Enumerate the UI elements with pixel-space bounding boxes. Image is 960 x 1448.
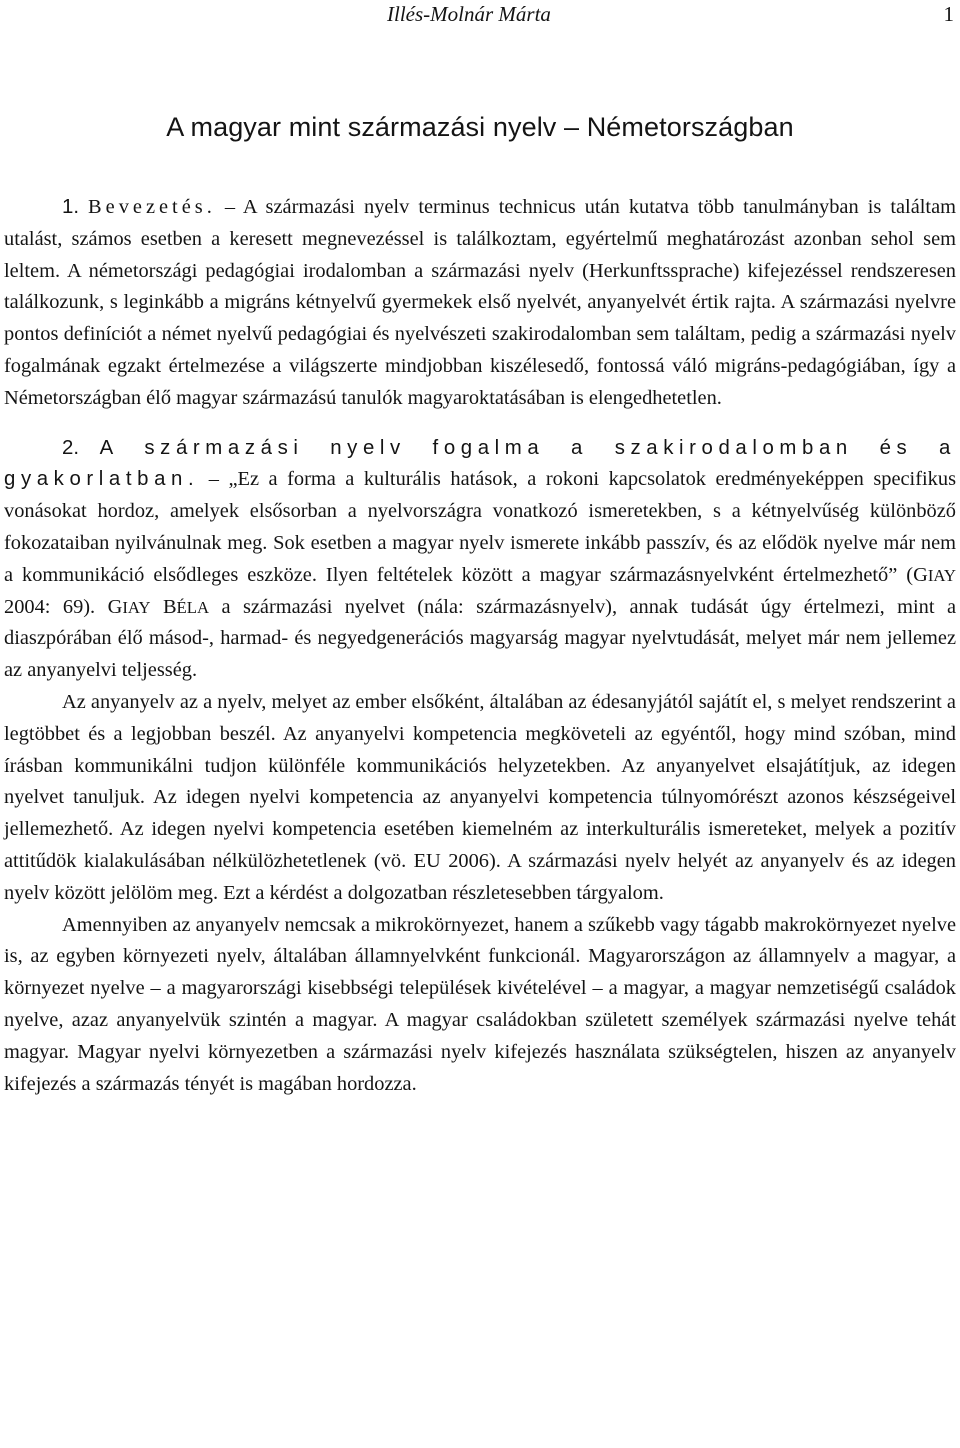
section-1-text: – A származási nyelv terminus technicus után kutatva több tanulmányban is találtam utalást, számos esetben a keresett megnevezéssel is találkoztam, egyértelmű meghatározást azonban sehol sem leltem. A németországi pedagógiai irodalomban a származási nyelv (Herkunftssprache) kifejezéssel rendszeresen találkozunk, s leginkább a migráns kétnyelvű gyermekek első nyelvét, anyanyelvét értik rajta. A származási nyelvre pontos definíciót a német nyelvű pedagógiai és nyelvészeti szakirodalomban sem találtam, pedig a származási nyelv fogalmának egzakt értelmezése a világszerte mindjobban kiszélesedő, fontossá váló migráns-pedagógiában, így a Németországban élő magyar származású tanulók magyaroktatásában is elengedhetetlen.: [4, 196, 956, 409]
paragraph-mother-tongue: Az anyanyelv az a nyelv, melyet az ember elsőként, általában az édesanyjától sajátít el, s melyet rendszerint a legtöbbet és a legjobban beszél. Az anyanyelvi kompetencia megköveteli az egyéntől, hogy mind szóban, mind írásban kommunikálni tudjon különféle kommunikációs helyzetekben. Az anyanyelvet elsajátítjuk, az idegen nyelvet tanuljuk. Az idegen nyelvi kompetencia az anyanyelvi kompetencia túlnyomórészt azonos készségeivel jellemezhető. Az idegen nyelvi kompetencia esetében kiemelném az interkulturális ismereteket, melyek a pozitív attitűdök kialakulásában nélkülözhetetlenek (vö. EU 2006). A származási nyelv helyét az anyanyelv és az idegen nyelv között jelölöm meg. Ezt a kérdést a dolgozatban részletesebben tárgyalom.: [4, 690, 956, 904]
author-surname-initial: G: [107, 595, 123, 618]
section-1-paragraph: [4, 192, 956, 415]
section-2-text-after-name: a származási nyelvet (nála: származásnyelv), annak tudását úgy értelmezi, mint a diaszpórában élő másod-, harmad- és negyedgenerációs magyarság magyar nyelvtudását, melyet már nem jellemez az anyanyelvi teljesség.: [4, 595, 957, 682]
running-header-author: Illés-Molnár Márta: [387, 2, 551, 26]
article-body: [4, 192, 956, 1100]
section-2-number: 2.: [62, 436, 80, 459]
section-2-heading: A származási nyelv fogalma a szakirodalomban és a gyakorlatban.: [4, 436, 956, 491]
section-2-paragraph: [4, 433, 956, 687]
article-title: A magyar mint származási nyelv – Németországban: [166, 112, 794, 142]
running-header: [0, 2, 960, 30]
author-name-space: [151, 596, 163, 618]
citation-author-initial: G: [913, 563, 928, 586]
author-given-rest: ÉLA: [176, 597, 210, 617]
citation-year-page: 2004: 69).: [4, 595, 108, 618]
section-2-text-before-citation: – „Ez a forma a kulturális hatások, a rokoni kapcsolatok eredményeképpen specifikus vonásokat hordoz, amelyek elsősorban a nyelvországra vonatkozó ismeretekben, s a kétnyelvűség különböző fokozataiban nyilvánulnak meg. Sok esetben a magyar nyelv ismerete inkább passzív, és az elődök nyelve már nem a kommunikáció elsődleges eszköze. Ilyen feltételek között a magyar származásnyelvként értelmezhető” (: [4, 468, 956, 586]
section-1-number: 1.: [62, 196, 80, 218]
paragraph-environment-language: Amennyiben az anyanyelv nemcsak a mikrokörnyezet, hanem a szűkebb vagy tágabb makrokörnyezet nyelve is, az egyben környezeti nyelv, általában államnyelvként funkcionál. Magyarországon az államnyelv a magyar, a környezet nyelve – a magyarországi kisebbségi települések kivételével – a magyar, a magyar nemzetiségű családok nyelve, azaz anyanyelvük szintén a magyar. A magyar családokban született személyek származási nyelve tehát magyar. Magyar nyelvi környezetben a származási nyelv kifejezés használata szükségtelen, hiszen az anyanyelv kifejezés a származás tényét is magában hordozza.: [4, 913, 957, 1095]
author-given-initial: B: [162, 595, 177, 618]
citation-author-rest: IAY: [927, 565, 956, 585]
author-surname-rest: IAY: [122, 597, 151, 617]
section-1-heading: Bevezetés.: [88, 196, 216, 218]
page-number: 1: [943, 2, 954, 26]
